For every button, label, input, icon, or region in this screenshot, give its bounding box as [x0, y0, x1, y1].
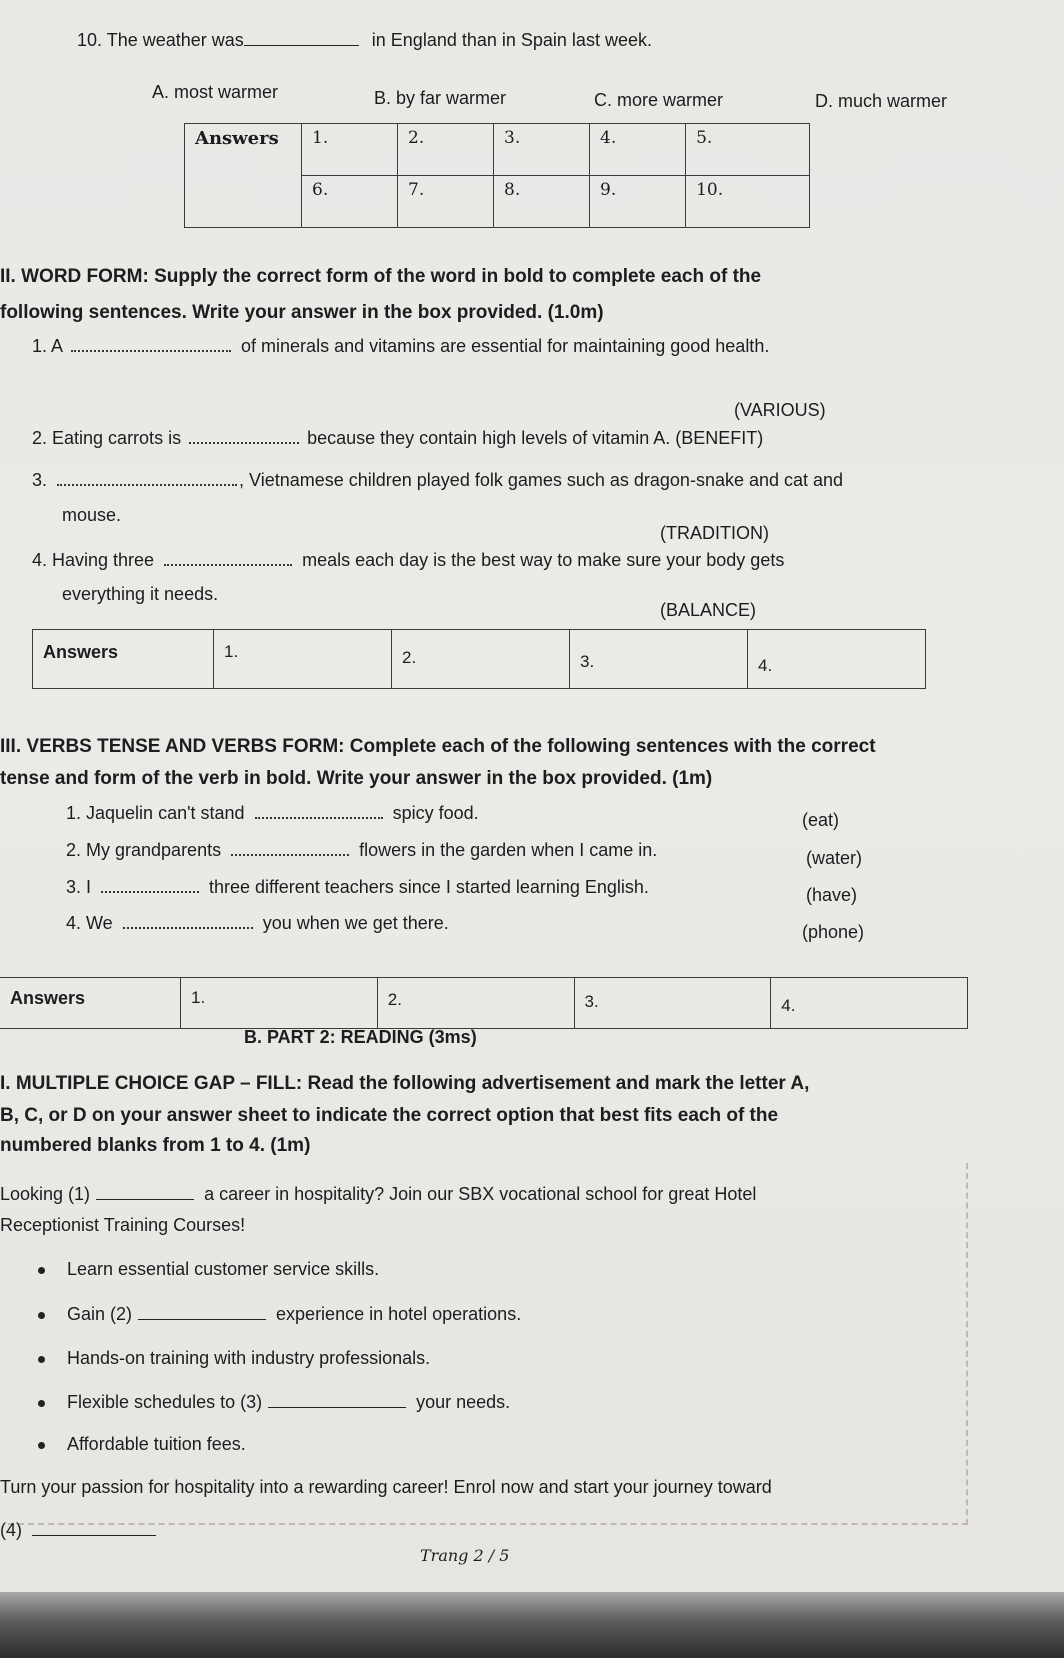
- ad-bullet-2: Gain (2) experience in hotel operations.: [38, 1304, 521, 1325]
- ad-blank-2[interactable]: [138, 1319, 266, 1320]
- vb-q3-word: (have): [806, 885, 858, 905]
- word-form-answers-table: [32, 629, 926, 689]
- wf-q4-word: (BALANCE): [660, 600, 757, 620]
- wf-q4-blank[interactable]: [164, 550, 292, 566]
- ad-closing: Turn your passion for hospitality into a rewarding career! Enrol now and start your journey toward: [0, 1477, 772, 1497]
- answer-cell[interactable]: 2.: [398, 124, 494, 176]
- ad-bullet-5: Affordable tuition fees.: [38, 1434, 246, 1455]
- answer-cell[interactable]: 1.: [302, 124, 398, 176]
- ad-blank-4[interactable]: [32, 1535, 156, 1536]
- ad-line-1: Looking (1) a career in hospitality? Join our SBX vocational school for great Hotel: [0, 1184, 757, 1204]
- wf-q3-cont: mouse.: [62, 505, 122, 525]
- answer-cell[interactable]: 7.: [398, 176, 494, 228]
- part2-instruction-2: B, C, or D on your answer sheet to indicate the correct option that best fits each of the: [0, 1105, 779, 1126]
- answers-label: Answers: [0, 978, 181, 1029]
- answer-cell[interactable]: 3.: [570, 630, 748, 689]
- part2-title: B. PART 2: READING (3ms): [244, 1027, 477, 1047]
- ad-blank-1[interactable]: [96, 1199, 194, 1200]
- answers-table-1: [184, 123, 810, 228]
- wf-q1-word: (VARIOUS): [734, 400, 826, 420]
- vb-q3: 3. I three different teachers since I started learning English.: [66, 877, 649, 897]
- wf-q1: 1. A of minerals and vitamins are essential for maintaining good health.: [32, 336, 770, 356]
- wf-q2: 2. Eating carrots is because they contain high levels of vitamin A. (BENEFIT): [32, 428, 764, 448]
- ad-bullet-1: Learn essential customer service skills.: [38, 1259, 379, 1280]
- q10-option-a[interactable]: A. most warmer: [152, 82, 279, 102]
- part2-instruction-3: numbered blanks from 1 to 4. (1m): [0, 1135, 311, 1156]
- q10-blank[interactable]: [244, 45, 359, 46]
- bullet-icon: [38, 1312, 45, 1319]
- ad-bullet-3: Hands-on training with industry professionals.: [38, 1348, 430, 1369]
- bullet-icon: [38, 1267, 45, 1274]
- answer-cell[interactable]: 8.: [494, 176, 590, 228]
- answer-cell[interactable]: 1.: [214, 630, 392, 689]
- verbs-heading-1: III. VERBS TENSE AND VERBS FORM: Complete each of the following sentences with the correct: [0, 736, 876, 757]
- wf-q1-blank[interactable]: [71, 336, 231, 352]
- q10-option-d[interactable]: D. much warmer: [815, 91, 948, 111]
- vb-q1-blank[interactable]: [255, 803, 383, 819]
- vb-q3-blank[interactable]: [101, 877, 199, 893]
- vb-q1: 1. Jaquelin can't stand spicy food.: [66, 803, 479, 823]
- answer-cell[interactable]: 4.: [771, 978, 968, 1029]
- answer-cell[interactable]: 4.: [590, 124, 686, 176]
- ad-bullet-4: Flexible schedules to (3) your needs.: [38, 1392, 510, 1413]
- bullet-icon: [38, 1442, 45, 1449]
- ad-last-line: (4): [0, 1520, 156, 1541]
- answer-cell[interactable]: 6.: [302, 176, 398, 228]
- answer-cell[interactable]: 2.: [377, 978, 574, 1029]
- vb-q4: 4. We you when we get there.: [66, 913, 449, 933]
- q10-option-b[interactable]: B. by far warmer: [374, 88, 507, 108]
- wf-q3: 3. , Vietnamese children played folk games such as dragon-snake and cat and: [32, 470, 844, 490]
- vb-q2-word: (water): [806, 848, 863, 868]
- answer-cell[interactable]: 5.: [686, 124, 810, 176]
- wf-q4-cont: everything it needs.: [62, 584, 219, 604]
- wf-q2-blank[interactable]: [189, 428, 299, 444]
- ad-line-2: Receptionist Training Courses!: [0, 1215, 246, 1235]
- answers-label: Answers: [185, 124, 302, 228]
- vb-q4-word: (phone): [802, 922, 865, 942]
- vb-q2: 2. My grandparents flowers in the garden when I came in.: [66, 840, 658, 860]
- answer-cell[interactable]: 3.: [494, 124, 590, 176]
- q10-text-after: in England than in Spain last week.: [371, 30, 652, 50]
- q10-stem: [77, 30, 652, 51]
- wf-q3-blank[interactable]: [57, 470, 237, 486]
- desk-shadow: [0, 1592, 1064, 1658]
- answer-cell[interactable]: 1.: [181, 978, 378, 1029]
- q10-option-c[interactable]: C. more warmer: [594, 90, 724, 110]
- bullet-icon: [38, 1400, 45, 1407]
- bullet-icon: [38, 1356, 45, 1363]
- answer-cell[interactable]: 2.: [392, 630, 570, 689]
- answer-cell[interactable]: 4.: [748, 630, 926, 689]
- vb-q4-blank[interactable]: [123, 913, 253, 929]
- answer-cell[interactable]: 10.: [686, 176, 810, 228]
- verbs-heading-2: tense and form of the verb in bold. Write your answer in the box provided. (1m): [0, 768, 713, 789]
- verbs-answers-table: [0, 977, 968, 1029]
- word-form-heading-2: following sentences. Write your answer in the box provided. (1.0m): [0, 302, 604, 323]
- ad-blank-3[interactable]: [268, 1407, 406, 1408]
- vb-q2-blank[interactable]: [231, 840, 349, 856]
- page-number: Trang 2 / 5: [420, 1546, 510, 1565]
- q10-text-before: 10. The weather was: [77, 30, 244, 50]
- wf-q3-word: (TRADITION): [660, 523, 769, 543]
- answers-label: Answers: [33, 630, 214, 689]
- answer-cell[interactable]: 9.: [590, 176, 686, 228]
- answer-cell[interactable]: 3.: [574, 978, 771, 1029]
- vb-q1-word: (eat): [802, 810, 840, 830]
- part2-instruction-1: I. MULTIPLE CHOICE GAP – FILL: Read the following advertisement and mark the letter A,: [0, 1073, 810, 1094]
- wf-q4: 4. Having three meals each day is the best way to make sure your body gets: [32, 550, 785, 570]
- word-form-heading-1: II. WORD FORM: Supply the correct form of the word in bold to complete each of the: [0, 266, 762, 287]
